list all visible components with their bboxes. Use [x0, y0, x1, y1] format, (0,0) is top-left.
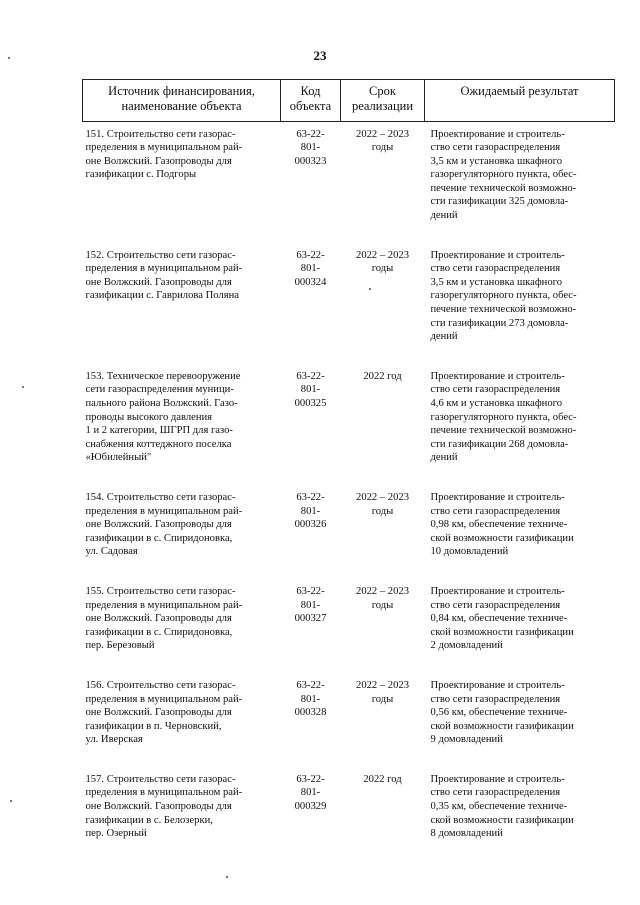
row-code: 63-22- 801- 000329	[294, 773, 327, 813]
header-code: Код объекта	[281, 80, 341, 122]
row-source: 153. Техническое перевооружение сети газораспределения муници- пального района Волжский. Газо- проводы высокого давления 1 и 2 категории, ШГРП для газо- снабжения коттеджного поселка «Юбилейный"	[85, 370, 241, 464]
row-result: Проектирование и строитель- ство сети газораспределения 0,56 км, обеспечение техниче- ской возможности газификации 9 домовладений	[430, 679, 574, 746]
header-source: Источник финансирования, наименование объекта	[83, 80, 281, 122]
row-source: 155. Строительство сети газорас- пределения в муниципальном рай- оне Волжский. Газопроводы для газификации в с. Спиридоновка, пер. Березовый	[85, 585, 243, 652]
row-result: Проектирование и строитель- ство сети газораспределения 3,5 км и установка шкафного газорегуляторного пункта, обес- печение технической возможно- сти газификации 325 домовла- дений	[430, 128, 577, 222]
row-source: 152. Строительство сети газорас- пределения в муниципальном рай- оне Волжский. Газопроводы для газификации с. Гаврилова Поляна	[85, 249, 243, 302]
row-term: 2022 – 2023 годы	[356, 679, 409, 705]
row-code: 63-22- 801- 000327	[294, 585, 327, 625]
table-row	[83, 249, 615, 344]
row-result: Проектирование и строитель- ство сети газораспределения 0,35 км, обеспечение техниче- ской возможности газификации 8 домовладений	[430, 773, 574, 840]
table-row	[83, 585, 615, 653]
row-code: 63-22- 801- 000328	[294, 679, 327, 719]
header-result: Ожидаемый результат	[425, 80, 615, 122]
row-code: 63-22- 801- 000324	[294, 249, 327, 288]
scan-speck	[10, 800, 12, 802]
scan-speck	[226, 876, 228, 878]
table-row	[83, 128, 615, 223]
table-row	[83, 491, 615, 559]
page-number: 23	[313, 48, 327, 63]
row-code: 63-22- 801- 000326	[294, 491, 327, 531]
row-term: 2022 – 2023 годы	[356, 249, 409, 275]
table-header-row	[83, 80, 615, 122]
table-row	[83, 679, 615, 747]
row-result: Проектирование и строитель- ство сети газораспределения 0,98 км, обеспечение техниче- ской возможности газификации 10 домовладений	[430, 491, 574, 558]
header-term: Срок реализации	[341, 80, 425, 122]
row-term: 2022 год	[363, 773, 402, 785]
row-term: 2022 год	[363, 370, 402, 382]
row-source: 154. Строительство сети газорас- пределения в муниципальном рай- оне Волжский. Газопроводы для газификации в с. Спиридоновка, ул. Садовая	[85, 491, 243, 558]
row-term: 2022 – 2023 годы	[356, 491, 409, 517]
table-row	[83, 370, 615, 465]
scan-speck	[22, 386, 24, 388]
row-code: 63-22- 801- 000325	[294, 370, 327, 409]
projects-table	[82, 79, 615, 841]
row-result: Проектирование и строитель- ство сети газораспределения 4,6 км и установка шкафного газорегуляторного пункта, обес- печение технической возможно- сти газификации 268 домовла- дений	[430, 370, 577, 464]
scan-speck	[369, 288, 371, 290]
row-code: 63-22- 801- 000323	[294, 128, 327, 167]
table-row	[83, 773, 615, 841]
row-source: 151. Строительство сети газорас- пределения в муниципальном рай- оне Волжский. Газопроводы для газификации с. Подгоры	[85, 128, 243, 181]
row-term: 2022 – 2023 годы	[356, 128, 409, 154]
row-result: Проектирование и строитель- ство сети газораспределения 0,84 км, обеспечение техниче- ской возможности газификации 2 домовладений	[430, 585, 574, 652]
row-source: 157. Строительство сети газорас- пределения в муниципальном рай- оне Волжский. Газопроводы для газификации в с. Белозерки, пер. Озерный	[85, 773, 243, 840]
row-result: Проектирование и строитель- ство сети газораспределения 3,5 км и установка шкафного газорегуляторного пункта, обес- печение технической возможно- сти газификации 273 домовла- дений	[430, 249, 577, 343]
row-term: 2022 – 2023 годы	[356, 585, 409, 611]
scan-speck	[8, 57, 10, 59]
row-source: 156. Строительство сети газорас- пределения в муниципальном рай- оне Волжский. Газопроводы для газификации в п. Черновский, ул. Иверская	[85, 679, 243, 746]
